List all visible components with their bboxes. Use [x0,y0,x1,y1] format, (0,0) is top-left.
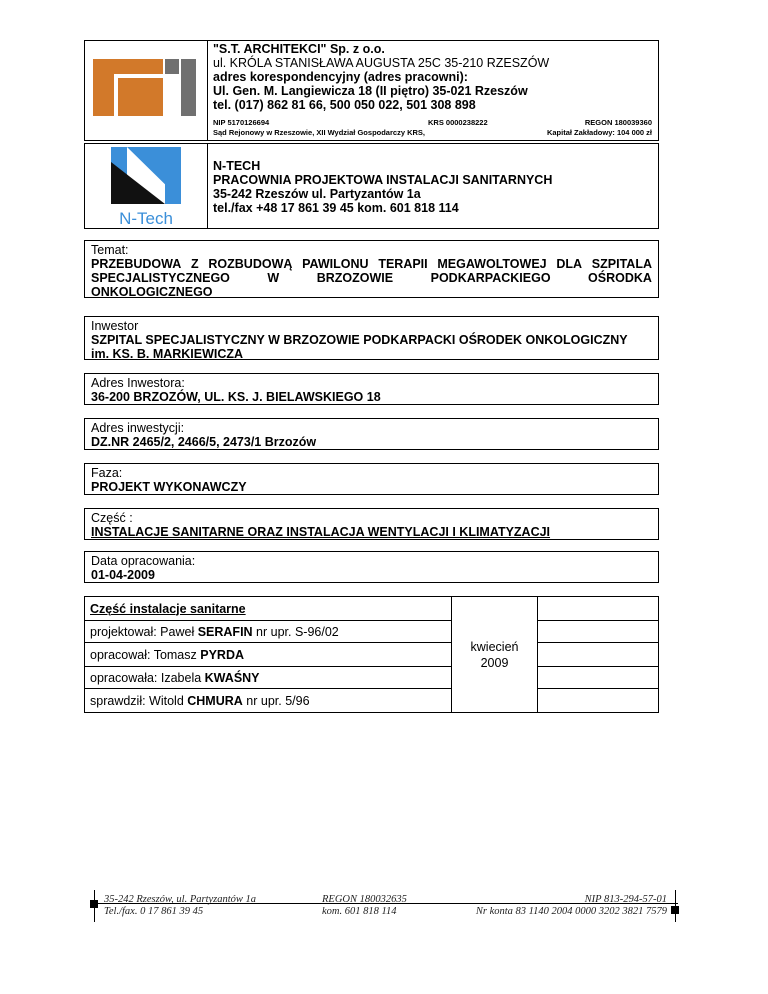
st-architekci-logo [85,41,208,140]
signature-cell [538,689,659,713]
temat-label: Temat: [91,243,129,257]
czesc-value: INSTALACJE SANITARNE ORAZ INSTALACJA WENTYLACJI I KLIMATYZACJI [91,525,551,539]
table-row [85,621,659,643]
table-row [85,689,659,713]
firm1-name: "S.T. ARCHITEKCI" Sp. z o.o. [213,42,385,56]
adres-inwestora-label: Adres Inwestora: [91,376,185,390]
firm1-corr-label: adres korespondencyjny (adres pracowni): [213,70,468,84]
team-row-author1: opracował: Tomasz PYRDA [85,643,452,667]
signature-cell [538,621,659,643]
footer-tick-left [94,890,95,922]
team-row-designer: projektował: Paweł SERAFIN nr upr. S-96/02 [85,621,452,643]
svg-text:N-Tech: N-Tech [119,209,173,228]
team-year: 2009 [480,655,509,670]
responsibility-table [84,596,659,713]
temat-line3: ONKOLOGICZNEGO [91,285,213,299]
firm1-court: Sąd Rejonowy w Rzeszowie, XII Wydział Gospodarczy KRS, [213,128,425,137]
firm1-regon: REGON 180039360 [584,118,652,127]
table-row [85,667,659,689]
footer-regon: REGON 180032635 [322,894,407,905]
signature-cell [538,667,659,689]
temat-line2: SPECJALISTYCZNEGO W BRZOZOWIE PODKARPACKIEGO OŚRODKA [91,271,652,285]
firm1-phone: tel. (017) 862 81 66, 500 050 022, 501 308 898 [213,98,476,112]
field-adres-inwestora [84,373,659,405]
team-month: kwiecień [470,639,519,654]
footer-address: 35-242 Rzeszów, ul. Partyzantów 1a [104,894,257,905]
n-tech-logo-icon [85,144,207,228]
adres-inwestora-value: 36-200 BRZOZÓW, UL. KS. J. BIELAWSKIEGO 18 [91,390,381,404]
firm1-corr-address: Ul. Gen. M. Langiewicza 18 (II piętro) 35-021 Rzeszów [213,84,528,98]
field-inwestor [84,316,659,360]
firm-header-n-tech [84,143,659,229]
signature-cell [538,643,659,667]
firm2-address: 35-242 Rzeszów ul. Partyzantów 1a [213,187,421,201]
n-tech-logo [85,144,208,228]
faza-label: Faza: [91,466,123,480]
field-adres-inwestycji [84,418,659,450]
adres-inwestycji-value: DZ.NR 2465/2, 2466/5, 2473/1 Brzozów [91,435,317,449]
firm2-name: N-TECH [213,159,261,173]
footer-nip: NIP 813-294-57-01 [584,894,667,905]
firm2-phone: tel./fax +48 17 861 39 45 kom. 601 818 114 [213,201,459,215]
field-data-opracowania [84,551,659,583]
field-czesc [84,508,659,540]
field-temat [84,240,659,298]
footer-mobile: kom. 601 818 114 [322,906,397,917]
table-row [85,643,659,667]
data-value: 01-04-2009 [91,568,155,582]
firm-header-st-architekci [84,40,659,141]
adres-inwestycji-label: Adres inwestycji: [91,421,185,435]
data-label: Data opracowania: [91,554,196,568]
faza-value: PROJEKT WYKONAWCZY [91,480,247,494]
firm1-krs: KRS 0000238222 [428,118,488,127]
footer-bank-account: Nr konta 83 1140 2004 0000 3202 3821 7579 [475,906,667,917]
inwestor-line1: SZPITAL SPECJALISTYCZNY W BRZOZOWIE PODKARPACKI OŚRODEK ONKOLOGICZNY [91,333,628,347]
team-heading: Część instalacje sanitarne [85,597,452,621]
st-architekci-logo-icon [85,41,207,140]
table-row [85,597,659,621]
footer-phone: Tel./fax. 0 17 861 39 45 [104,906,204,917]
team-date [451,597,538,713]
czesc-label: Część : [91,511,133,525]
signature-cell [538,597,659,621]
firm2-desc: PRACOWNIA PROJEKTOWA INSTALACJI SANITARNYCH [213,173,553,187]
inwestor-label: Inwestor [91,319,139,333]
team-row-author2: opracowała: Izabela KWAŚNY [85,667,452,689]
team-row-checker: sprawdził: Witold CHMURA nr upr. 5/96 [85,689,452,713]
temat-line1: PRZEBUDOWA Z ROZBUDOWĄ PAWILONU TERAPII MEGAWOLTOWEJ DLA SZPITALA [91,257,652,271]
firm1-address: ul. KRÓLA STANISŁAWA AUGUSTA 25C 35-210 RZESZÓW [213,56,550,70]
firm1-nip: NIP 5170126694 [213,118,270,127]
inwestor-line2: im. KS. B. MARKIEWICZA [91,347,244,361]
footer-tick-right [675,890,676,922]
field-faza [84,463,659,495]
firm1-capital: Kapitał Zakładowy: 104 000 zł [546,128,652,137]
